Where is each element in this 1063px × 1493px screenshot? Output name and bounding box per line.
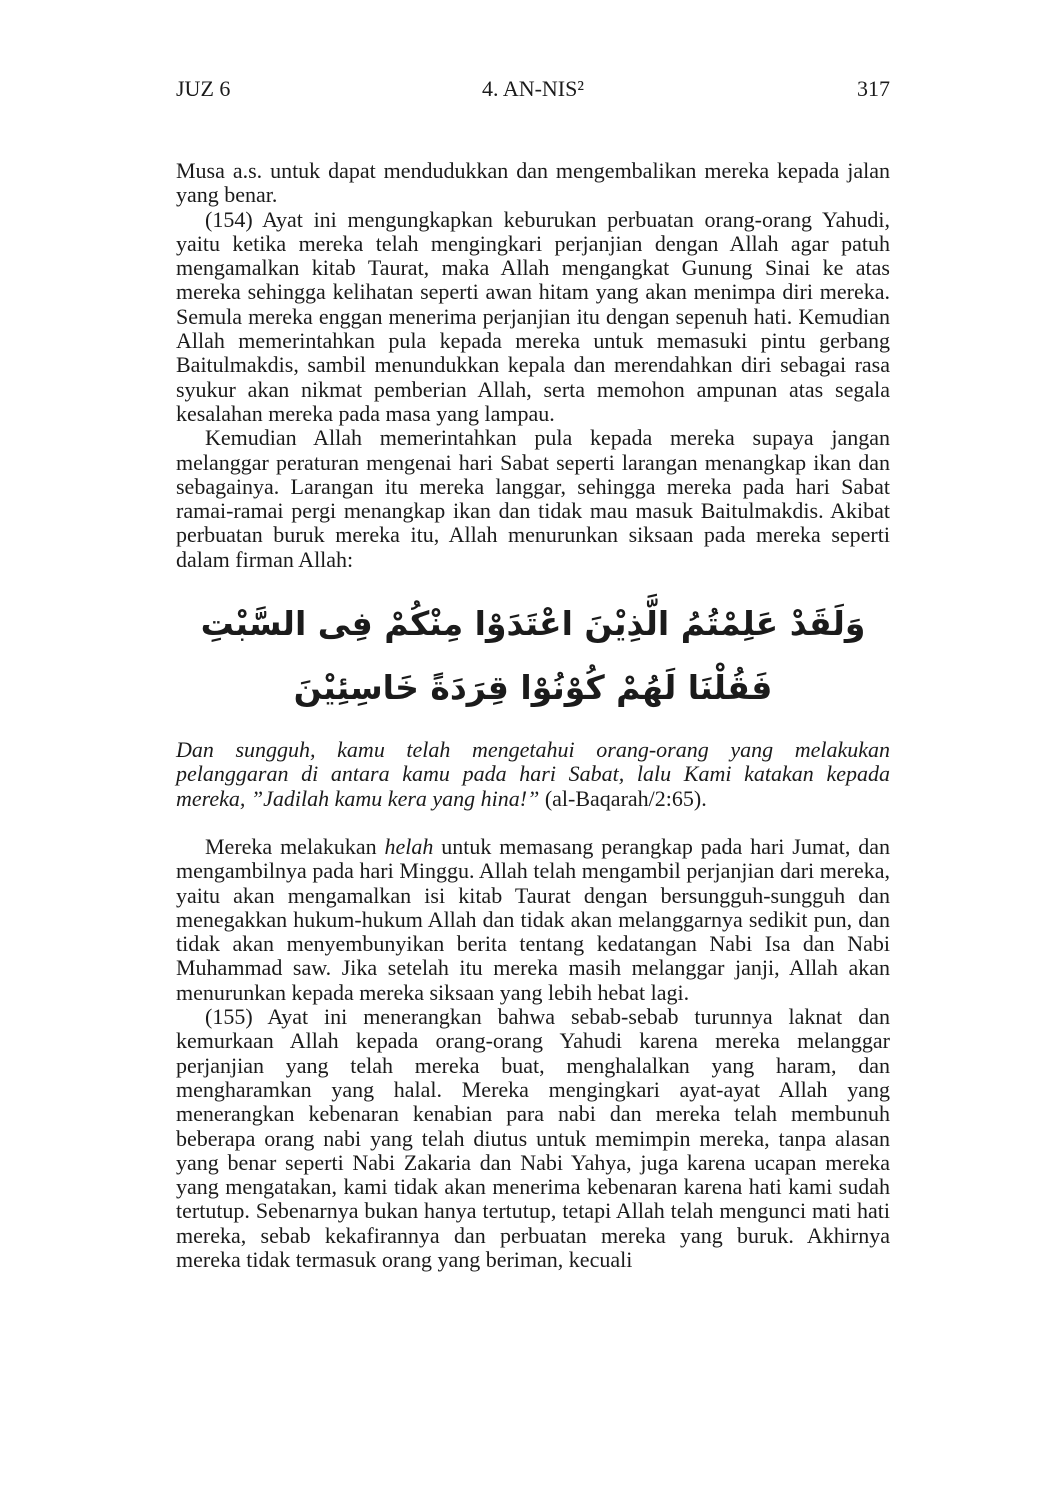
- verse-translation-text: Dan sungguh, kamu telah mengetahui orang-orang yang melakukan pelanggaran di antara kamu pada hari Sabat, lalu Kami katakan kepada mereka, ”Jadilah kamu kera yang hina!”: [176, 737, 890, 811]
- body-paragraph-continuation: Musa a.s. untuk dapat mendudukkan dan mengembalikan mereka kepada jalan yang benar.: [176, 158, 890, 208]
- header-surah-title: 4. AN-NIS²: [482, 76, 584, 101]
- verse-translation-paragraph: [176, 738, 890, 811]
- body-paragraph-154: (154) Ayat ini mengungkapkan keburukan perbuatan orang-orang Yahudi, yaitu ketika mereka telah mengingkari perjanjian dengan Allah agar patuh mengamalkan kitab Taurat, maka Allah mengangkat Gunung Sinai ke atas mereka sehingga kelihatan seperti awan hitam yang akan menimpa diri mereka. Semula mereka enggan menerima perjanjian itu dengan sepenuh hati. Kemudian Allah memerintahkan pula kepada mereka untuk memasuki pintu gerbang Baitulmakdis, sambil menundukkan kepala dan merendahkan diri sebagai rasa syukur akan nikmat pemberian Allah, serta memohon ampunan atas segala kesalahan mereka pada masa yang lampau.: [176, 206, 890, 426]
- helah-paragraph-rest: untuk memasang perangkap pada hari Jumat, dan mengambilnya pada hari Minggu. Allah telah mengambil perjanjian dari mereka, yaitu akan mengamalkan isi kitab Taurat dengan bersungguh-sungguh dan menegakkan hukum-hukum Allah dan tidak akan melanggarnya sedikit pun, dan tidak akan menyembunyikan berita tentang kedatangan Nabi Isa dan Nabi Muhammad saw. Jika setelah itu mereka masih melanggar janji, Allah akan menurunkan kepada mereka siksaan yang lebih hebat lagi.: [176, 833, 890, 1005]
- arabic-verse: وَلَقَدْ عَلِمْتُمُ الَّذِيْنَ اعْتَدَوْا مِنْكُمْ فِى السَّبْتِ فَقُلْنَا لَهُمْ كُوْنُوْا قِرَدَةً خَاسِئِيْنَ: [200, 604, 866, 708]
- header-juz-label: JUZ 6: [176, 76, 231, 101]
- body-paragraph-sabat: Kemudian Allah memerintahkan pula kepada mereka supaya jangan melanggar peraturan mengenai hari Sabat seperti larangan menangkap ikan dan sebagainya. Larangan itu mereka langgar, sehingga mereka pada hari Sabat ramai-ramai pergi menangkap ikan dan tidak mau masuk Baitulmakdis. Akibat perbuatan buruk mereka itu, Allah menurunkan siksaan pada mereka seperti dalam firman Allah:: [176, 425, 890, 572]
- header-page-number: 317: [857, 76, 890, 101]
- helah-term: helah: [384, 833, 434, 859]
- helah-paragraph-start: Mereka melakukan: [205, 833, 385, 859]
- document-page: [0, 76, 1063, 1493]
- body-paragraph-155: (155) Ayat ini menerangkan bahwa sebab-sebab turunnya laknat dan kemurkaan Allah kepada orang-orang Yahudi karena mereka melanggar perjanjian yang telah mereka buat, menghalalkan yang haram, dan mengharamkan yang halal. Mereka mengingkari ayat-ayat Allah yang menerangkan kebenaran kenabian para nabi dan mereka telah membunuh beberapa orang nabi yang telah diutus untuk memimpin mereka, tanpa alasan yang benar seperti Nabi Zakaria dan Nabi Yahya, juga karena ucapan mereka yang mengatakan, kami tidak akan menerima kebenaran karena hati kami sudah tertutup. Sebenarnya bukan hanya tertutup, tetapi Allah telah mengunci mati hati mereka, sebab kekafirannya dan perbuatan mereka yang buruk. Akhirnya mereka tidak termasuk orang yang beriman, kecuali: [176, 1004, 890, 1272]
- body-paragraph-helah: [176, 835, 890, 1005]
- page-body: [176, 159, 890, 1272]
- page-header: [176, 76, 890, 101]
- verse-reference: (al-Baqarah/2:65).: [544, 785, 707, 811]
